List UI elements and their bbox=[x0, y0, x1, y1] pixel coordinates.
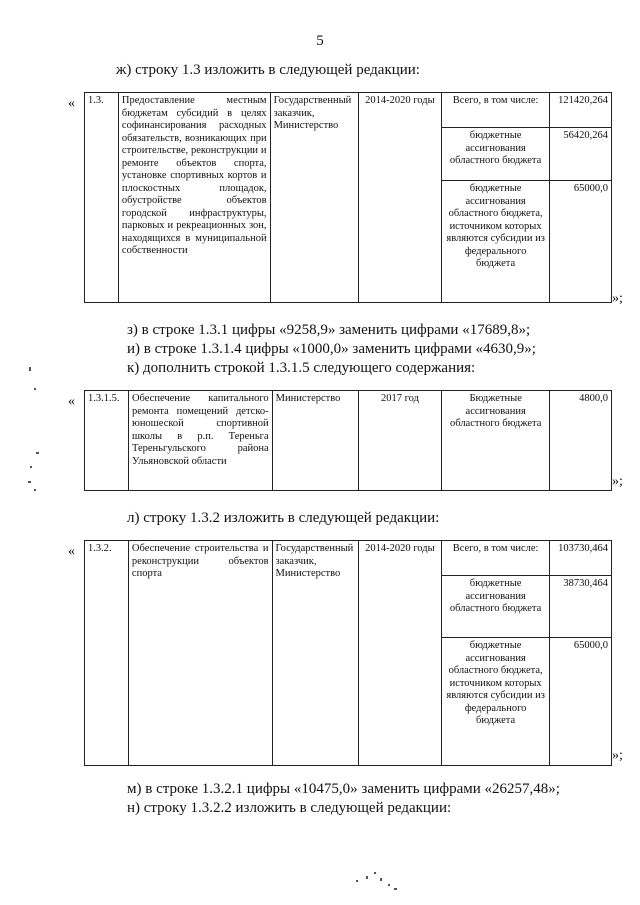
cell-description: Предоставление местным бюджетам субсидий в целях софинансирования расходных обязательств, возникающих при строительстве, реконструкции и ремонте объектов спорта, установке спортивных кортов и плоскостных площадок, обустройстве объектов городской инфраструктуры, парковых и рекреационных зон, находящихся в муниципальной собственности bbox=[118, 93, 270, 303]
cell-source: бюджетные ассигнования областного бюджета, источником которых являются субсидии из федерального бюджета bbox=[442, 181, 550, 303]
cell-amount: 65000,0 bbox=[550, 638, 612, 766]
cell-customer: Государственный заказчик, Министерство bbox=[270, 93, 358, 303]
cell-num: 1.3.2. bbox=[85, 541, 129, 766]
cell-amount: 56420,264 bbox=[549, 128, 611, 181]
close-quote: »; bbox=[612, 474, 623, 489]
cell-customer: Государственный заказчик, Министерство bbox=[272, 541, 358, 766]
cell-source: бюджетные ассигнования областного бюджета bbox=[442, 128, 550, 181]
instruction-i: и) в строке 1.3.1.4 цифры «1000,0» заменить цифрами «4630,9»; bbox=[127, 341, 536, 357]
cell-source: бюджетные ассигнования областного бюджета, источником которых являются субсидии из федерального бюджета bbox=[442, 638, 550, 766]
cell-amount: 103730,464 bbox=[550, 541, 612, 576]
cell-source: Всего, в том числе: bbox=[442, 541, 550, 576]
cell-amount: 4800,0 bbox=[550, 391, 612, 491]
instruction-l: л) строку 1.3.2 изложить в следующей редакции: bbox=[127, 510, 440, 526]
open-quote: « bbox=[68, 96, 75, 111]
instruction-n: н) строку 1.3.2.2 изложить в следующей редакции: bbox=[127, 800, 452, 816]
cell-description: Обеспечение капитального ремонта помещений детско-юношеской спортивной школы в р.п. Тереньга Тереньгульского района Ульяновской области bbox=[128, 391, 272, 491]
instruction-zh: ж) строку 1.3 изложить в следующей редакции: bbox=[116, 62, 420, 78]
cell-amount: 121420,264 bbox=[549, 93, 611, 128]
open-quote: « bbox=[68, 394, 75, 409]
cell-years: 2014-2020 годы bbox=[358, 93, 442, 303]
instruction-z: з) в строке 1.3.1 цифры «9258,9» заменить цифрами «17689,8»; bbox=[127, 322, 531, 338]
cell-source: Бюджетные ассигнования областного бюджета bbox=[442, 391, 550, 491]
page-number: 5 bbox=[316, 33, 324, 49]
cell-source: Всего, в том числе: bbox=[442, 93, 550, 128]
instruction-k: к) дополнить строкой 1.3.1.5 следующего содержания: bbox=[127, 360, 476, 376]
open-quote: « bbox=[68, 544, 75, 559]
cell-num: 1.3. bbox=[85, 93, 119, 303]
cell-num: 1.3.1.5. bbox=[85, 391, 129, 491]
instruction-m: м) в строке 1.3.2.1 цифры «10475,0» заменить цифрами «26257,48»; bbox=[127, 781, 560, 797]
cell-description: Обеспечение строительства и реконструкции объектов спорта bbox=[128, 541, 272, 766]
cell-customer: Министерство bbox=[272, 391, 358, 491]
cell-years: 2014-2020 годы bbox=[358, 541, 442, 766]
close-quote: »; bbox=[612, 748, 623, 763]
cell-years: 2017 год bbox=[358, 391, 442, 491]
cell-source: бюджетные ассигнования областного бюджета bbox=[442, 576, 550, 638]
cell-amount: 38730,464 bbox=[550, 576, 612, 638]
close-quote: »; bbox=[612, 291, 623, 306]
cell-amount: 65000,0 bbox=[549, 181, 611, 303]
